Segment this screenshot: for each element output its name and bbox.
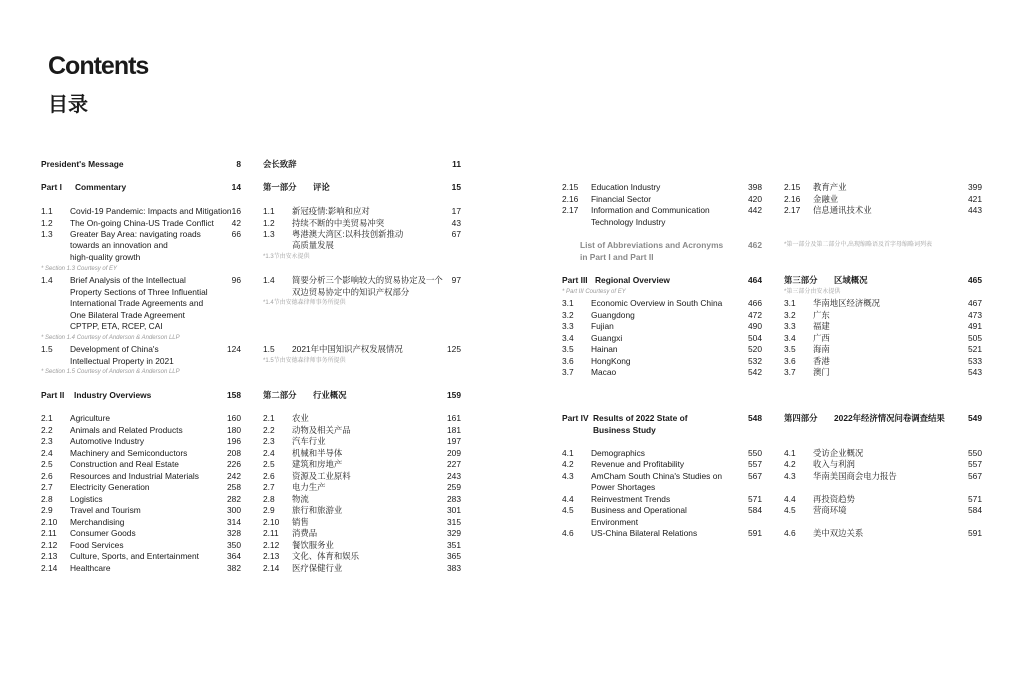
toc-page-number: 17 [451,206,461,216]
toc-entry-title: 新冠疫情:影响和应对 [292,206,370,216]
toc-page-number: 421 [968,194,982,204]
toc-note: *1.3节由安永提供 [263,254,310,260]
toc-entry-title: International Trade Agreements and [70,298,204,308]
toc-page-number: 125 [447,344,461,354]
toc-page-number: 467 [968,298,982,308]
toc-entry-title: 评论 [313,182,330,192]
toc-entry-title: Macao [591,367,617,377]
toc-page-number: 550 [748,448,762,458]
toc-entry-number: 2.13 [41,551,58,561]
toc-entry-title: Property Sections of Three Influential [70,287,208,297]
toc-entry-number: 2.9 [263,505,275,515]
toc-page-number: 533 [968,356,982,366]
toc-entry-number: 3.4 [562,333,574,343]
toc-entry-number: 3.3 [562,321,574,331]
toc-entry-title: Business Study [593,425,656,435]
toc-page-number: 365 [447,551,461,561]
toc-entry-number: 2.6 [41,471,53,481]
toc-entry-title: AmCham South China's Studies on [591,471,723,481]
toc-page-number: 532 [748,356,762,366]
toc-entry-title: 华南美国商会电力报告 [813,471,897,481]
toc-entry-title: 农业 [292,413,309,423]
toc-entry-title: Hainan [591,344,618,354]
toc-page-number: 158 [227,390,241,400]
toc-page-number: 465 [968,275,982,285]
toc-entry-title: Reinvestment Trends [591,494,671,504]
toc-entry-number: Part II [41,390,65,400]
toc-entry-number: 2.11 [41,528,57,538]
toc-entry-number: 2.1 [263,413,275,423]
toc-entry-title: Brief Analysis of the Intellectual [70,275,186,285]
toc-entry-title: Information and Communication [591,205,710,215]
toc-page-number: 473 [968,310,982,320]
toc-page-number: 43 [451,218,461,228]
toc-entry-number: 3.5 [562,344,574,354]
toc-page-number: 160 [227,413,241,423]
toc-entry-title: President's Message [41,159,124,169]
toc-entry-number: 2.1 [41,413,53,423]
toc-entry-number: 4.6 [784,528,796,538]
toc-page-number: 42 [231,218,241,228]
toc-entry-number: 第一部分 [263,182,297,192]
toc-entry-title: Logistics [70,494,103,504]
toc-entry-title: Automotive Industry [70,436,145,446]
toc-entry-title: in Part I and Part II [580,252,654,262]
toc-entry-number: 3.1 [784,298,796,308]
toc-note: * Part III Courtesy of EY [562,289,626,295]
toc-entry-number: 3.6 [562,356,574,366]
toc-entry-title: 海南 [813,344,830,354]
toc-page-number: 591 [748,528,762,538]
toc-page-number: 548 [748,413,762,423]
toc-page-number: 505 [968,333,982,343]
toc-entry-number: 4.6 [562,528,574,538]
toc-entry-number: 2.15 [784,182,801,192]
toc-entry-title: Results of 2022 State of [593,413,688,423]
toc-entry-number: 2.17 [562,205,579,215]
toc-page-number: 16 [231,206,241,216]
toc-entry-title: 动物及相关产品 [292,425,351,435]
contents-title: Contents [48,52,149,80]
toc-entry-title: 福建 [813,321,830,331]
toc-entry-number: 4.3 [562,471,574,481]
toc-page-number: 443 [968,205,982,215]
toc-page-number: 301 [447,505,461,515]
toc-entry-number: 2.2 [263,425,275,435]
toc-entry-number: 4.1 [562,448,574,458]
toc-page-number: 504 [748,333,762,343]
toc-page-number: 196 [227,436,241,446]
toc-page-number: 520 [748,344,762,354]
toc-page-number: 209 [447,448,461,458]
toc-entry-title: Greater Bay Area: navigating roads [70,229,201,239]
toc-entry-title: Demographics [591,448,645,458]
toc-page-number: 258 [227,482,241,492]
toc-entry-title: high-quality growth [70,252,141,262]
toc-entry-title: 再投资趋势 [813,494,855,504]
toc-page-number: 161 [447,413,461,423]
toc-entry-title: Economic Overview in South China [591,298,723,308]
toc-entry-title: 营商环境 [813,505,847,515]
toc-page-number: 466 [748,298,762,308]
toc-entry-title: 汽车行业 [292,436,326,446]
toc-entry-title: 机械和半导体 [292,448,343,458]
toc-entry-title: 香港 [813,356,830,366]
toc-entry-title: Fujian [591,321,614,331]
toc-entry-number: 3.3 [784,321,796,331]
toc-entry-title: Animals and Related Products [70,425,183,435]
toc-page-number: 96 [231,275,241,285]
toc-entry-number: 2.17 [784,205,801,215]
toc-entry-title: The On-going China-US Trade Conflict [70,218,214,228]
toc-entry-title: 资源及工业原料 [292,471,351,481]
toc-entry-number: 1.1 [263,206,275,216]
toc-entry-number: 1.1 [41,206,53,216]
toc-entry-number: 2.12 [41,540,58,550]
toc-note: * Section 1.5 Courtesy of Anderson & Anderson LLP [41,369,180,375]
toc-page-number: 464 [748,275,762,285]
toc-page-number: 472 [748,310,762,320]
toc-entry-title: 广东 [813,310,830,320]
toc-entry-number: 2.16 [784,194,801,204]
toc-page-number: 66 [231,229,241,239]
toc-page-number: 571 [748,494,762,504]
toc-entry-number: 2.11 [263,528,279,538]
toc-entry-number: 第四部分 [784,413,818,423]
toc-entry-number: 3.7 [784,367,796,377]
toc-entry-title: Healthcare [70,563,111,573]
toc-page-number: 543 [968,367,982,377]
toc-entry-title: Financial Sector [591,194,652,204]
toc-entry-number: 2.13 [263,551,280,561]
toc-entry-title: Machinery and Semiconductors [70,448,188,458]
toc-entry-number: 2.2 [41,425,53,435]
toc-note: *1.5节由安德森律师事务所提供 [263,358,346,364]
toc-page-number: 549 [968,413,982,423]
toc-entry-title: 餐饮服务业 [292,540,334,550]
toc-page-number: 491 [968,321,982,331]
toc-entry-number: 2.3 [263,436,275,446]
toc-page-number: 315 [447,517,461,527]
toc-entry-title: 2022年经济情况问卷调查结果 [834,413,945,423]
toc-entry-title: Travel and Tourism [70,505,141,515]
toc-entry-number: 2.15 [562,182,579,192]
toc-entry-number: 2.4 [41,448,53,458]
toc-page-number: 226 [227,459,241,469]
toc-entry-number: 1.3 [41,229,53,239]
toc-entry-title: CPTPP, ETA, RCEP, CAI [70,321,163,331]
toc-entry-number: 1.5 [41,344,53,354]
toc-page-number: 283 [447,494,461,504]
toc-page-number: 97 [451,275,461,285]
toc-page-number: 259 [447,482,461,492]
toc-entry-number: 4.3 [784,471,796,481]
toc-page-number: 584 [748,505,762,515]
toc-entry-title: 双边贸易协定中的知识产权部分 [292,287,410,297]
toc-entry-title: Education Industry [591,182,661,192]
toc-page-number: 382 [227,563,241,573]
toc-entry-number: 2.5 [41,459,53,469]
toc-entry-title: Regional Overview [595,275,670,285]
toc-entry-number: 1.5 [263,344,275,354]
toc-entry-title: 收入与利润 [813,459,855,469]
toc-entry-title: 华南地区经济概况 [813,298,880,308]
toc-page-number: 15 [451,182,461,192]
toc-entry-number: 3.7 [562,367,574,377]
toc-page-number: 364 [227,551,241,561]
toc-entry-title: Industry Overviews [74,390,152,400]
toc-note: *第三部分由安永提供 [784,289,841,295]
toc-page-number: 557 [968,459,982,469]
toc-page-number: 67 [451,229,461,239]
toc-page-number: 542 [748,367,762,377]
toc-entry-title: Power Shortages [591,482,656,492]
toc-entry-title: 广西 [813,333,830,343]
toc-page-number: 243 [447,471,461,481]
toc-page-number: 557 [748,459,762,469]
toc-entry-number: 1.4 [41,275,53,285]
toc-page-number: 300 [227,505,241,515]
toc-page-number: 442 [748,205,762,215]
toc-entry-title: 会长致辞 [263,159,297,169]
toc-page-number: 399 [968,182,982,192]
toc-note: *第一部分及第二部分中,出现缩略语及首字母缩略词列表 [784,242,933,248]
toc-entry-title: Technology Industry [591,217,666,227]
toc-entry-number: 第三部分 [784,275,818,285]
toc-entry-number: 2.14 [263,563,280,573]
toc-entry-number: 4.2 [562,459,574,469]
toc-entry-title: Guangxi [591,333,623,343]
toc-page-number: 208 [227,448,241,458]
toc-entry-title: 文化、体育和娱乐 [292,551,359,561]
toc-entry-number: 3.2 [784,310,796,320]
toc-entry-number: 2.7 [41,482,53,492]
toc-entry-title: 医疗保健行业 [292,563,343,573]
toc-entry-title: 信息通讯技术业 [813,205,872,215]
toc-page-number: 328 [227,528,241,538]
toc-entry-title: 受访企业概况 [813,448,864,458]
toc-entry-number: 4.5 [784,505,796,515]
toc-page-number: 227 [447,459,461,469]
toc-entry-number: 2.8 [41,494,53,504]
contents-title-chinese: 目录 [48,94,88,116]
toc-entry-number: 4.2 [784,459,796,469]
toc-entry-title: Culture, Sports, and Entertainment [70,551,199,561]
toc-page-number: 584 [968,505,982,515]
toc-entry-number: 第二部分 [263,390,297,400]
toc-page-number: 197 [447,436,461,446]
toc-entry-number: 2.10 [41,517,58,527]
toc-entry-title: Food Services [70,540,124,550]
toc-entry-number: 2.9 [41,505,53,515]
toc-page-number: 567 [748,471,762,481]
toc-entry-number: 4.4 [562,494,574,504]
toc-entry-title: 区域概况 [834,275,868,285]
toc-entry-title: 金融业 [813,194,839,204]
toc-entry-title: HongKong [591,356,631,366]
toc-entry-number: 1.2 [41,218,53,228]
toc-entry-title: Construction and Real Estate [70,459,179,469]
toc-entry-title: 粤港澳大湾区:以科技创新推动 [292,229,404,239]
toc-entry-number: 1.4 [263,275,275,285]
toc-entry-title: Resources and Industrial Materials [70,471,199,481]
toc-entry-title: Development of China's [70,344,159,354]
toc-entry-title: 消费品 [292,528,318,538]
toc-entry-title: 澳门 [813,367,830,377]
toc-page-number: 14 [231,182,241,192]
toc-entry-number: 2.6 [263,471,275,481]
toc-entry-title: 行业概况 [313,390,347,400]
toc-page-number: 329 [447,528,461,538]
toc-entry-title: 美中双边关系 [813,528,864,538]
toc-entry-title: Guangdong [591,310,635,320]
toc-entry-number: 1.3 [263,229,275,239]
toc-entry-title: List of Abbreviations and Acronyms [580,240,724,250]
toc-entry-number: Part III [562,275,588,285]
toc-entry-number: 2.7 [263,482,275,492]
toc-entry-title: Electricity Generation [70,482,150,492]
toc-page-number: 521 [968,344,982,354]
toc-entry-number: Part I [41,182,62,192]
toc-page-number: 550 [968,448,982,458]
toc-page-number: 420 [748,194,762,204]
toc-page-number: 124 [227,344,241,354]
toc-entry-number: 2.4 [263,448,275,458]
toc-entry-title: 电力生产 [292,482,326,492]
toc-page-number: 8 [236,159,241,169]
toc-entry-title: 物流 [292,494,309,504]
toc-entry-title: Agriculture [70,413,111,423]
toc-entry-number: 4.4 [784,494,796,504]
toc-page-number: 351 [447,540,461,550]
toc-entry-number: 2.8 [263,494,275,504]
toc-entry-number: 2.5 [263,459,275,469]
toc-page-number: 181 [447,425,461,435]
toc-entry-title: US-China Bilateral Relations [591,528,698,538]
toc-entry-number: 3.5 [784,344,796,354]
toc-entry-title: 简要分析三个影响较大的贸易协定及一个 [292,275,443,285]
toc-entry-title: Merchandising [70,517,125,527]
toc-entry-title: Environment [591,517,639,527]
toc-entry-title: towards an innovation and [70,240,168,250]
toc-page-number: 11 [452,159,461,169]
toc-entry-title: Business and Operational [591,505,687,515]
toc-entry-title: 建筑和房地产 [292,459,343,469]
toc-page-number: 398 [748,182,762,192]
toc-page-number: 462 [748,240,762,250]
toc-entry-title: Intellectual Property in 2021 [70,356,174,366]
toc-page-number: 180 [227,425,241,435]
toc-page-number: 571 [968,494,982,504]
toc-entry-number: 2.12 [263,540,280,550]
toc-note: *1.4节由安德森律师事务所提供 [263,300,346,306]
toc-entry-title: Revenue and Profitability [591,459,685,469]
toc-entry-number: 2.10 [263,517,280,527]
toc-entry-title: 旅行和旅游业 [292,505,343,515]
toc-page-number: 591 [968,528,982,538]
toc-page-number: 282 [227,494,241,504]
toc-entry-number: 4.5 [562,505,574,515]
toc-entry-title: Commentary [75,182,127,192]
toc-page-number: 350 [227,540,241,550]
toc-entry-number: 2.3 [41,436,53,446]
toc-entry-number: 4.1 [784,448,796,458]
toc-entry-number: 2.14 [41,563,58,573]
toc-entry-title: Consumer Goods [70,528,136,538]
toc-page-number: 383 [447,563,461,573]
toc-page-number: 159 [447,390,461,400]
toc-entry-title: 2021年中国知识产权发展情况 [292,344,403,354]
toc-page-number: 490 [748,321,762,331]
toc-entry-number: 3.2 [562,310,574,320]
toc-entry-number: 3.6 [784,356,796,366]
toc-entry-number: 2.16 [562,194,579,204]
toc-note: * Section 1.3 Courtesy of EY [41,266,118,272]
toc-entry-number: Part IV [562,413,589,423]
toc-entry-title: 高质量发展 [292,240,334,250]
toc-entry-number: 3.4 [784,333,796,343]
toc-page-number: 242 [227,471,241,481]
toc-entry-number: 1.2 [263,218,275,228]
toc-entry-title: Covid-19 Pandemic: Impacts and Mitigation [70,206,232,216]
toc-entry-title: 销售 [292,517,309,527]
toc-entry-title: 教育产业 [813,182,847,192]
toc-entry-number: 3.1 [562,298,574,308]
toc-page-number: 314 [227,517,241,527]
toc-page-number: 567 [968,471,982,481]
toc-entry-title: One Bilateral Trade Agreement [70,310,185,320]
toc-entry-title: 持续不断的中美贸易冲突 [292,218,385,228]
toc-note: * Section 1.4 Courtesy of Anderson & Anderson LLP [41,335,180,341]
